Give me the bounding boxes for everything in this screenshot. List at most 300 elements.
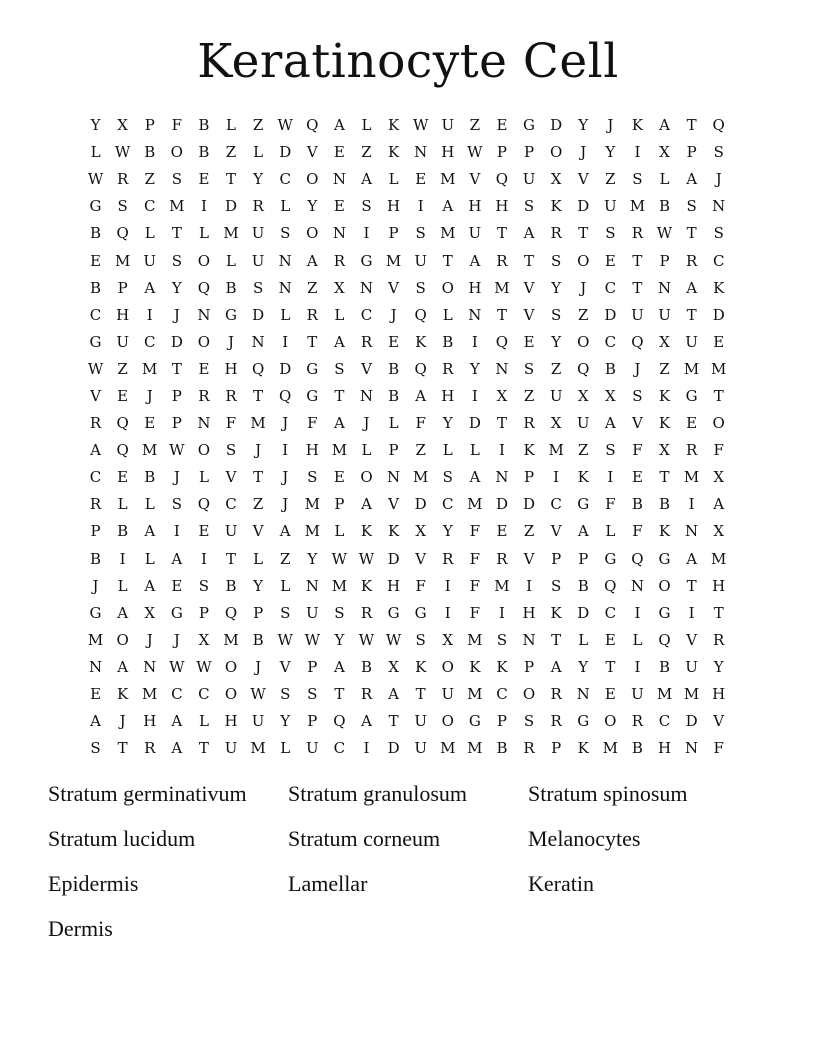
grid-letter: S (713, 143, 724, 162)
grid-letter: M (494, 576, 510, 595)
grid-row (82, 139, 734, 166)
grid-letter: Y (578, 116, 589, 135)
grid-row (82, 546, 734, 573)
grid-letter: V (523, 549, 535, 568)
grid-letter: W (358, 549, 375, 568)
grid-letter: H (441, 143, 455, 162)
word-list-item: Stratum spinosum (528, 781, 688, 806)
grid-letter: H (468, 278, 482, 297)
grid-letter: T (307, 332, 318, 351)
grid-letter: E (117, 468, 129, 487)
grid-letter: T (524, 251, 535, 270)
grid-letter: X (388, 657, 399, 676)
grid-letter: K (631, 116, 644, 135)
grid-letter: J (580, 278, 587, 297)
grid-letter: S (280, 224, 291, 243)
grid-letter: A (659, 116, 670, 135)
grid-letter: P (496, 712, 507, 731)
grid-row (82, 518, 734, 545)
grid-letter: X (659, 441, 670, 460)
grid-letter: P (524, 143, 535, 162)
grid-letter: I (553, 468, 560, 487)
grid-letter: E (198, 522, 210, 541)
grid-letter: D (170, 332, 183, 351)
grid-letter: T (713, 386, 724, 405)
grid-letter: I (471, 332, 478, 351)
grid-letter: P (334, 495, 345, 514)
grid-letter: O (306, 224, 319, 243)
grid-letter: A (306, 251, 318, 270)
grid-letter: K (658, 386, 671, 405)
grid-letter: L (442, 441, 453, 460)
grid-letter: V (388, 278, 399, 297)
word-list-item: Stratum corneum (288, 826, 441, 851)
grid-letter: C (604, 332, 617, 351)
grid-letter: V (632, 414, 643, 433)
grid-letter: Q (306, 116, 319, 135)
grid-letter: M (602, 739, 618, 758)
grid-letter: D (468, 414, 481, 433)
grid-letter: C (89, 468, 102, 487)
grid-letter: R (360, 603, 373, 622)
grid-letter: N (197, 414, 211, 433)
grid-letter: T (171, 359, 182, 378)
grid-letter: Q (495, 170, 509, 189)
grid-letter: X (659, 332, 670, 351)
grid-letter: X (577, 386, 589, 405)
grid-letter: J (282, 414, 289, 433)
grid-letter: P (496, 143, 507, 162)
grid-letter: E (604, 630, 616, 649)
grid-letter: N (359, 386, 374, 405)
grid-letter: I (173, 522, 180, 541)
grid-letter: F (225, 414, 237, 433)
grid-letter: G (468, 712, 481, 731)
grid-letter: A (333, 657, 345, 676)
grid-letter: M (711, 549, 727, 568)
grid-letter: A (171, 739, 183, 758)
grid-letter: I (444, 603, 451, 622)
grid-letter: R (550, 685, 562, 704)
grid-letter: Y (713, 657, 724, 676)
page-title: Keratinocyte Cell (197, 34, 619, 89)
grid-letter: Z (550, 359, 562, 378)
grid-letter: K (658, 414, 671, 433)
grid-letter: M (683, 468, 700, 487)
grid-letter: N (197, 305, 211, 324)
grid-letter: R (360, 332, 373, 351)
grid-letter: I (200, 549, 207, 568)
grid-letter: K (658, 522, 671, 541)
grid-letter: K (415, 332, 427, 351)
grid-row (82, 708, 734, 735)
grid-letter: R (144, 739, 156, 758)
grid-letter: R (550, 712, 562, 731)
grid-letter: S (632, 386, 643, 405)
grid-letter: U (224, 522, 238, 541)
grid-letter: L (198, 224, 209, 243)
grid-row (82, 437, 734, 464)
grid-letter: R (89, 495, 102, 514)
grid-letter: S (713, 224, 724, 243)
grid-letter: V (713, 712, 725, 731)
grid-row (82, 654, 734, 681)
grid-letter: F (632, 522, 643, 541)
grid-letter: R (685, 251, 698, 270)
grid-letter: N (278, 251, 292, 270)
grid-letter: L (632, 630, 643, 649)
grid-letter: B (604, 359, 616, 378)
grid-letter: A (415, 386, 427, 405)
grid-letter: Z (225, 143, 237, 162)
grid-letter: W (114, 143, 131, 162)
grid-letter: P (551, 549, 562, 568)
grid-letter: R (333, 251, 346, 270)
grid-letter: T (117, 739, 128, 758)
grid-letter: S (415, 224, 426, 243)
grid-letter: T (632, 251, 643, 270)
grid-letter: F (171, 116, 183, 135)
grid-letter: A (171, 712, 183, 731)
grid-letter: J (173, 630, 180, 649)
grid-letter: Z (307, 278, 318, 297)
grid-letter: H (224, 712, 238, 731)
grid-letter: I (363, 739, 370, 758)
grid-letter: J (607, 116, 614, 135)
word-list (48, 778, 788, 958)
grid-letter: T (686, 116, 697, 135)
grid-letter: Q (712, 116, 725, 135)
grid-letter: T (605, 657, 616, 676)
grid-letter: Z (523, 386, 535, 405)
grid-letter: A (279, 522, 291, 541)
grid-letter: O (116, 630, 129, 649)
grid-row (82, 681, 734, 708)
grid-letter: M (385, 251, 402, 270)
grid-letter: W (87, 359, 104, 378)
grid-letter: W (169, 657, 185, 676)
grid-letter: J (580, 143, 587, 162)
grid-letter: X (550, 414, 562, 433)
grid-letter: V (550, 522, 562, 541)
grid-letter: E (198, 359, 210, 378)
grid-letter: M (304, 495, 320, 514)
grid-letter: S (280, 685, 291, 704)
grid-letter: B (442, 332, 454, 351)
grid-letter: U (604, 197, 617, 216)
grid-letter: F (632, 441, 643, 460)
grid-letter: Y (307, 549, 318, 568)
grid-letter: U (658, 305, 671, 324)
grid-row (82, 220, 734, 247)
grid-letter: X (334, 278, 345, 297)
grid-letter: J (146, 630, 153, 649)
grid-letter: T (686, 576, 697, 595)
grid-letter: Z (578, 441, 589, 460)
grid-letter: Y (469, 359, 480, 378)
grid-letter: P (524, 468, 535, 487)
grid-letter: E (333, 143, 345, 162)
grid-letter: O (197, 251, 211, 270)
grid-letter: T (713, 603, 724, 622)
grid-letter: A (686, 170, 698, 189)
grid-letter: P (171, 386, 182, 405)
grid-letter: N (305, 576, 319, 595)
grid-letter: M (142, 441, 158, 460)
grid-letter: S (415, 630, 426, 649)
grid-letter: D (523, 495, 536, 514)
grid-letter: Q (604, 576, 617, 595)
grid-letter: D (550, 116, 563, 135)
word-list-item: Stratum germinativum (48, 781, 247, 806)
grid-letter: A (333, 116, 345, 135)
grid-letter: Z (117, 359, 128, 378)
grid-letter: X (144, 603, 156, 622)
grid-row (82, 735, 734, 762)
grid-letter: L (280, 197, 291, 216)
grid-letter: K (496, 657, 508, 676)
grid-letter: W (277, 630, 293, 649)
grid-letter: O (224, 657, 238, 676)
grid-letter: L (144, 224, 155, 243)
grid-letter: S (523, 359, 535, 378)
grid-letter: Y (551, 278, 562, 297)
grid-letter: Y (307, 197, 318, 216)
grid-letter: X (604, 386, 616, 405)
grid-letter: S (632, 170, 643, 189)
grid-letter: S (171, 251, 182, 270)
grid-letter: R (550, 224, 562, 243)
grid-letter: Q (631, 332, 644, 351)
grid-letter: J (363, 414, 370, 433)
grid-letter: E (604, 251, 616, 270)
grid-letter: N (576, 685, 590, 704)
grid-letter: H (116, 305, 130, 324)
grid-letter: R (198, 386, 210, 405)
grid-letter: D (387, 739, 400, 758)
grid-letter: R (685, 441, 698, 460)
grid-letter: F (713, 739, 724, 758)
grid-letter: O (604, 712, 617, 731)
grid-letter: X (415, 522, 427, 541)
grid-letter: O (577, 251, 590, 270)
grid-letter: C (333, 739, 346, 758)
grid-letter: S (551, 576, 562, 595)
grid-letter: I (119, 549, 126, 568)
grid-letter: V (415, 549, 427, 568)
grid-letter: M (683, 359, 700, 378)
grid-letter: B (144, 143, 156, 162)
grid-letter: Y (253, 576, 264, 595)
grid-letter: P (686, 143, 697, 162)
grid-letter: S (225, 441, 237, 460)
grid-letter: C (171, 685, 183, 704)
grid-letter: S (496, 630, 508, 649)
grid-letter: K (387, 116, 400, 135)
grid-letter: G (577, 495, 590, 514)
grid-letter: H (224, 359, 238, 378)
grid-letter: P (388, 224, 399, 243)
grid-letter: C (279, 170, 291, 189)
grid-letter: V (388, 495, 399, 514)
grid-letter: T (198, 739, 209, 758)
grid-letter: V (225, 468, 237, 487)
grid-letter: Y (578, 657, 589, 676)
grid-letter: B (225, 278, 237, 297)
grid-letter: R (360, 685, 373, 704)
grid-letter: G (89, 332, 102, 351)
grid-letter: H (712, 576, 726, 595)
grid-letter: V (523, 305, 535, 324)
grid-letter: C (604, 278, 617, 297)
grid-letter: W (358, 630, 375, 649)
grid-letter: P (524, 657, 535, 676)
grid-letter: P (659, 251, 670, 270)
grid-letter: L (90, 143, 101, 162)
grid-letter: A (604, 414, 616, 433)
grid-letter: B (659, 657, 671, 676)
grid-letter: T (171, 224, 182, 243)
grid-letter: P (117, 278, 128, 297)
grid-letter: O (306, 170, 319, 189)
grid-letter: W (385, 630, 402, 649)
word-list-item: Epidermis (48, 871, 139, 896)
grid-letter: S (117, 197, 128, 216)
grid-letter: T (334, 685, 345, 704)
grid-letter: Z (578, 305, 589, 324)
grid-letter: J (228, 332, 235, 351)
grid-letter: D (279, 359, 292, 378)
grid-letter: L (117, 495, 128, 514)
grid-letter: U (414, 739, 427, 758)
grid-letter: K (550, 197, 562, 216)
grid-letter: R (225, 386, 237, 405)
grid-letter: Y (551, 332, 562, 351)
grid-letter: T (442, 251, 453, 270)
grid-letter: K (469, 657, 481, 676)
grid-letter: E (686, 414, 698, 433)
grid-letter: L (280, 305, 291, 324)
grid-letter: K (415, 657, 427, 676)
grid-letter: M (250, 414, 266, 433)
grid-letter: T (496, 224, 507, 243)
grid-letter: G (685, 386, 698, 405)
grid-letter: W (87, 170, 104, 189)
grid-letter: O (197, 441, 211, 460)
grid-letter: Q (116, 414, 129, 433)
grid-letter: V (523, 278, 535, 297)
grid-letter: S (171, 170, 182, 189)
grid-letter: R (631, 224, 644, 243)
grid-letter: D (712, 305, 725, 324)
grid-letter: V (361, 359, 372, 378)
grid-letter: O (224, 685, 238, 704)
grid-letter: K (360, 576, 373, 595)
grid-letter: B (631, 495, 643, 514)
grid-letter: B (631, 739, 643, 758)
grid-letter: H (712, 685, 726, 704)
grid-letter: F (713, 441, 724, 460)
grid-letter: L (280, 576, 291, 595)
grid-letter: T (578, 224, 589, 243)
grid-letter: Q (414, 359, 427, 378)
grid-letter: P (388, 441, 399, 460)
grid-letter: S (252, 278, 264, 297)
grid-letter: A (117, 657, 129, 676)
grid-letter: D (252, 305, 265, 324)
grid-letter: L (198, 712, 209, 731)
grid-letter: K (360, 522, 373, 541)
grid-letter: U (305, 603, 319, 622)
grid-letter: Y (605, 143, 616, 162)
grid-letter: S (523, 712, 535, 731)
grid-letter: J (390, 305, 397, 324)
grid-letter: M (629, 197, 646, 216)
grid-letter: R (306, 305, 318, 324)
grid-letter: M (467, 739, 483, 758)
grid-letter: G (577, 712, 590, 731)
grid-letter: W (169, 441, 185, 460)
grid-letter: L (144, 495, 155, 514)
grid-letter: J (173, 468, 180, 487)
grid-letter: H (441, 386, 455, 405)
grid-letter: Q (631, 549, 644, 568)
grid-letter: S (307, 685, 318, 704)
grid-letter: R (496, 549, 508, 568)
grid-letter: G (604, 549, 617, 568)
grid-letter: L (144, 549, 155, 568)
grid-letter: L (659, 170, 670, 189)
grid-letter: M (494, 278, 510, 297)
grid-letter: O (577, 332, 590, 351)
grid-letter: Y (334, 630, 345, 649)
grid-letter: T (334, 386, 345, 405)
grid-letter: X (198, 630, 210, 649)
grid-letter: U (251, 251, 265, 270)
grid-letter: Y (171, 278, 182, 297)
grid-letter: N (495, 468, 509, 487)
grid-letter: I (688, 603, 695, 622)
grid-letter: M (250, 739, 266, 758)
grid-letter: I (498, 441, 505, 460)
grid-letter: D (604, 305, 617, 324)
grid-letter: M (114, 251, 131, 270)
grid-letter: S (686, 197, 697, 216)
grid-letter: G (89, 603, 102, 622)
grid-letter: C (712, 251, 725, 270)
grid-letter: F (307, 414, 318, 433)
grid-letter: A (361, 712, 372, 731)
grid-letter: U (116, 332, 129, 351)
grid-letter: F (415, 576, 426, 595)
grid-letter: R (523, 739, 535, 758)
grid-letter: B (198, 116, 210, 135)
grid-letter: P (253, 603, 264, 622)
grid-letter: U (441, 685, 455, 704)
grid-letter: H (522, 603, 536, 622)
grid-letter: V (252, 522, 264, 541)
grid-letter: N (387, 468, 401, 487)
grid-letter: R (496, 251, 508, 270)
grid-letter: S (307, 468, 318, 487)
grid-letter: B (659, 197, 671, 216)
grid-letter: I (634, 143, 641, 162)
grid-letter: N (251, 332, 265, 351)
grid-letter: S (334, 359, 345, 378)
grid-letter: S (605, 224, 616, 243)
grid-letter: M (467, 685, 483, 704)
grid-letter: G (360, 251, 373, 270)
